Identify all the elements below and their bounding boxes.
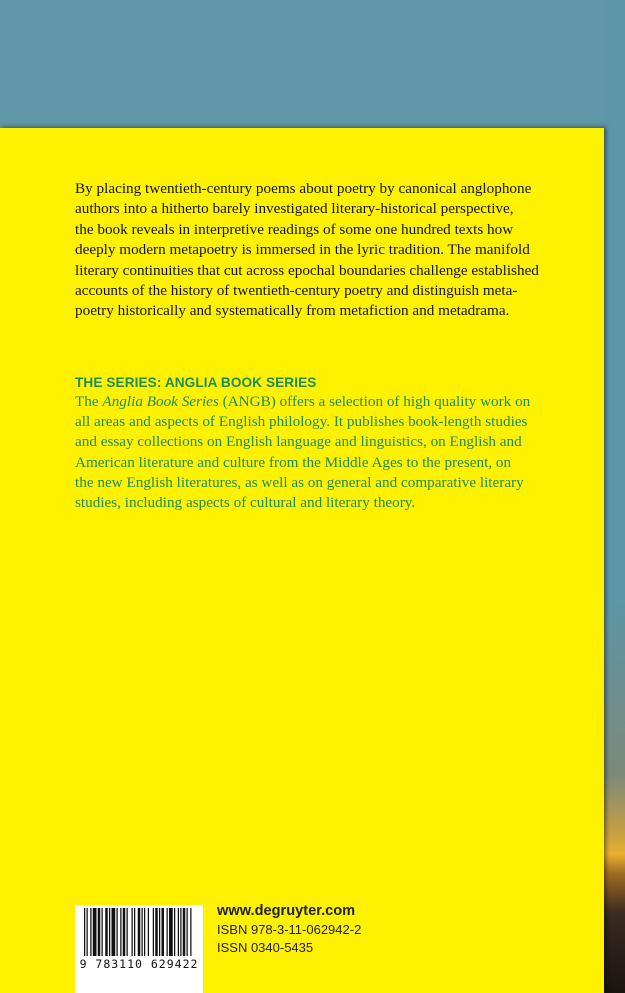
barcode-bar [144,908,145,956]
background-photo-strip [604,0,625,993]
blurb-line: authors into a hitherto barely investigated literary-historical perspective, [75,200,514,218]
barcode-bar [178,908,179,956]
barcode-bar [98,908,101,956]
barcode-bar [183,908,186,956]
barcode-bar [162,908,165,956]
publisher-info [217,902,361,956]
book-blurb [75,179,555,322]
blurb-line: accounts of the history of twentieth-century poetry and distinguish meta- [75,282,518,300]
series-line: studies, including aspects of cultural and literary theory. [75,494,416,512]
barcode-bar [120,908,121,956]
barcode-bar [169,908,173,956]
barcode [75,905,203,993]
barcode-bar [153,908,154,956]
barcode-bar [148,908,149,956]
barcode-bar [84,908,85,956]
barcode-bar [112,908,116,956]
blurb-line: deeply modern metapoetry is immersed in the lyric tradition. The manifold [75,241,530,259]
barcode-bar [127,908,128,956]
barcode-bar [117,908,118,956]
barcode-bars [84,908,194,956]
barcode-bar [142,908,143,956]
blurb-line: poetry historically and systematically from metafiction and metadrama. [75,302,510,320]
barcode-bar [187,908,188,956]
barcode-bar [180,908,181,956]
barcode-digits: 9 783110 629422 [79,957,199,971]
series-intro-line [75,392,555,412]
barcode-bar [174,908,175,956]
series-line: American literature and culture from the Middle Ages to the present, on [75,453,512,471]
publisher-website[interactable]: www.degruyter.com [217,903,356,919]
barcode-bar [123,908,126,956]
series-line: all areas and aspects of English philology. It publishes book-length studies [75,413,528,431]
issn-number: ISSN 0340-5435 [217,939,314,955]
barcode-bar [132,908,133,956]
barcode-bar [109,908,110,956]
blurb-line: By placing twentieth-century poems about poetry by canonical anglophone [75,180,532,197]
blurb-line: the book reveals in interpretive readings of some one hundred texts how [75,220,514,238]
barcode-bar [105,908,108,956]
series-title: Anglia Book Series [102,393,219,410]
series-intro-prefix: The [75,393,103,410]
barcode-bar [102,908,103,956]
barcode-bar [90,908,91,956]
series-description [75,392,555,513]
series-line: and essay collections on English language and linguistics, on English and [75,433,522,451]
barcode-bar [167,908,168,956]
series-heading: THE SERIES: ANGLIA BOOK SERIES [75,375,317,390]
barcode-bar [134,908,135,956]
barcode-bar [190,908,191,956]
isbn-number: ISBN 978-3-11-062942-2 [217,922,362,937]
barcode-bar [159,908,160,956]
barcode-bar [93,908,97,956]
barcode-bar [155,908,158,956]
blurb-line: literary continuities that cut across epochal boundaries challenge established [75,261,539,279]
barcode-bar [87,908,88,956]
series-line: the new English literatures, as well as on general and comparative literary [75,473,524,491]
series-intro-suffix: (ANGB) offers a selection of high quality work on [218,393,531,410]
barcode-bar [138,908,141,956]
